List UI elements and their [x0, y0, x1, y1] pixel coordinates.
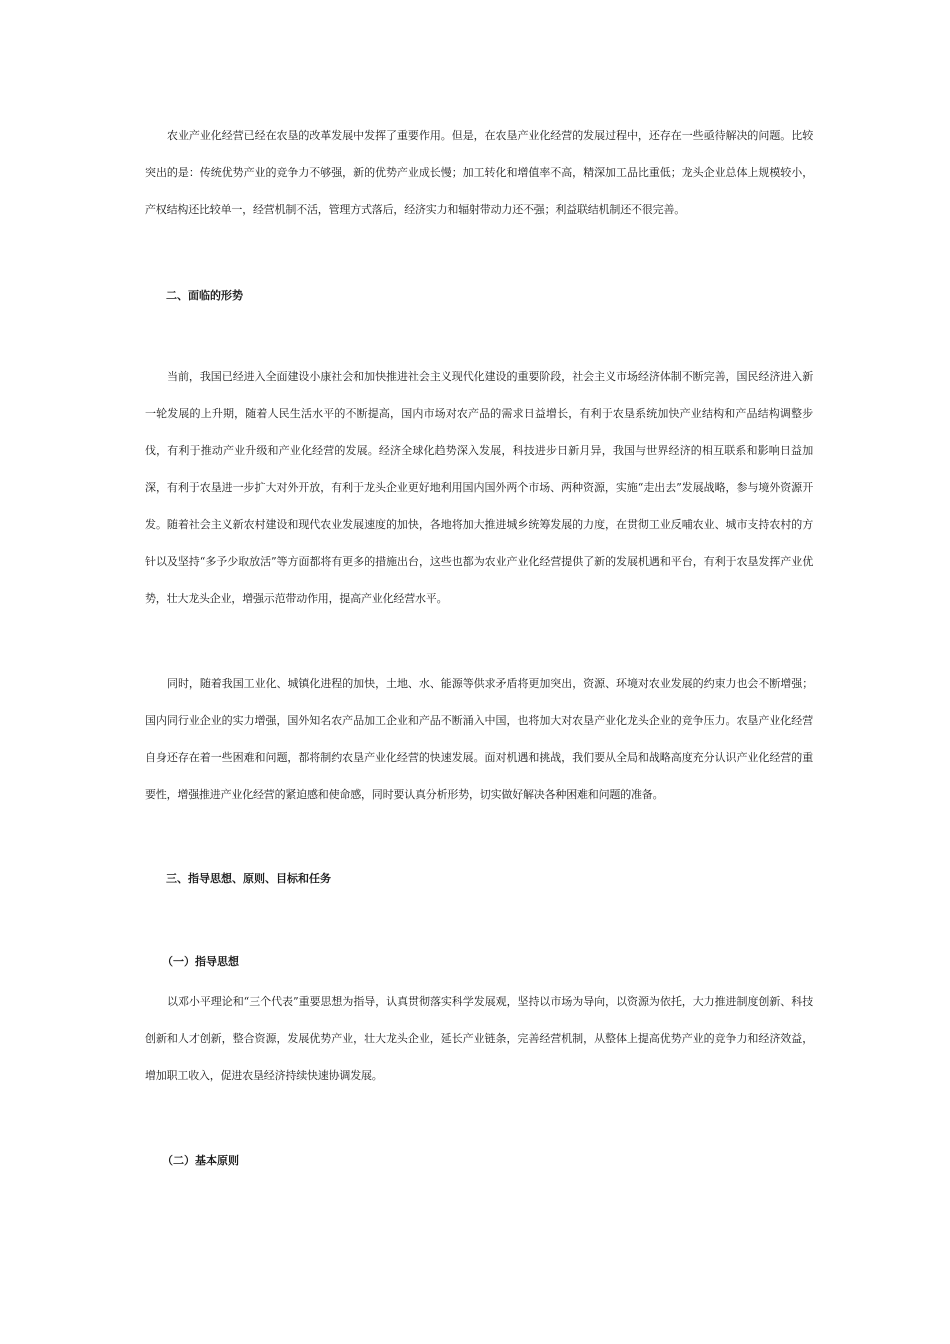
- subsection-heading-basic-principles: （二）基本原则: [162, 1154, 239, 1167]
- paragraph-text: 当前，我国已经进入全面建设小康社会和加快推进社会主义现代化建设的重要阶段，社会主义市场经济体制不断完善，国民经济进入新一轮发展的上升期，随着人民生活水平的不断提高，国内市场对农产品的需求日益增长，有利于农垦系统加快产业结构和产品结构调整步伐，有利于推动产业升级和产业化经营的发展。经济全球化趋势深入发展，科技进步日新月异，我国与世界经济的相互联系和影响日益加深，有利于农垦进一步扩大对外开放，有利于龙头企业更好地利用国内国外两个市场、两种资源，实施“走出去”发展战略，参与境外资源开发。随着社会主义新农村建设和现代农业发展速度的加快，各地将加大推进城乡统筹发展的力度，在贯彻工业反哺农业、城市支持农村的方针以及坚持“多予少取放活”等方面都将有更多的措施出台，这些也都为农业产业化经营提供了新的发展机遇和平台，有利于农垦发挥产业优势，壮大龙头企业，增强示范带动作用，提高产业化经营水平。: [145, 370, 813, 605]
- paragraph-text: 同时，随着我国工业化、城镇化进程的加快，土地、水、能源等供求矛盾将更加突出，资源、环境对农业发展的约束力也会不断增强；国内同行业企业的实力增强，国外知名农产品加工企业和产品不断涌入中国，也将加大对农垦产业化龙头企业的竞争压力。农垦产业化经营自身还存在着一些困难和问题，都将制约农垦产业化经营的快速发展。面对机遇和挑战，我们要从全局和战略高度充分认识产业化经营的重要性，增强推进产业化经营的紧迫感和使命感，同时要认真分析形势，切实做好解决各种困难和问题的准备。: [145, 677, 813, 801]
- paragraph-guiding-ideology: [145, 983, 813, 1094]
- paragraph-challenges: [145, 665, 813, 813]
- paragraph-current-problems: [145, 117, 813, 228]
- paragraph-text: 以邓小平理论和“三个代表”重要思想为指导，认真贯彻落实科学发展观，坚持以市场为导向，以资源为依托，大力推进制度创新、科技创新和人才创新，整合资源，发展优势产业，壮大龙头企业，延长产业链条，完善经营机制，从整体上提高优势产业的竞争力和经济效益，增加职工收入，促进农垦经济持续快速协调发展。: [145, 995, 813, 1082]
- subsection-heading-guiding-ideology: （一）指导思想: [162, 955, 239, 968]
- section-heading-guiding-principles: 三、指导思想、原则、目标和任务: [166, 872, 331, 885]
- paragraph-text: 农业产业化经营已经在农垦的改革发展中发挥了重要作用。但是，在农垦产业化经营的发展过程中，还存在一些亟待解决的问题。比较突出的是：传统优势产业的竞争力不够强，新的优势产业成长慢；加工转化和增值率不高，精深加工品比重低；龙头企业总体上规模较小，产权结构还比较单一，经营机制不活，管理方式落后，经济实力和辐射带动力还不强；利益联结机制还不很完善。: [145, 129, 813, 216]
- section-heading-situation: 二、面临的形势: [166, 289, 243, 302]
- paragraph-opportunities: [145, 358, 813, 617]
